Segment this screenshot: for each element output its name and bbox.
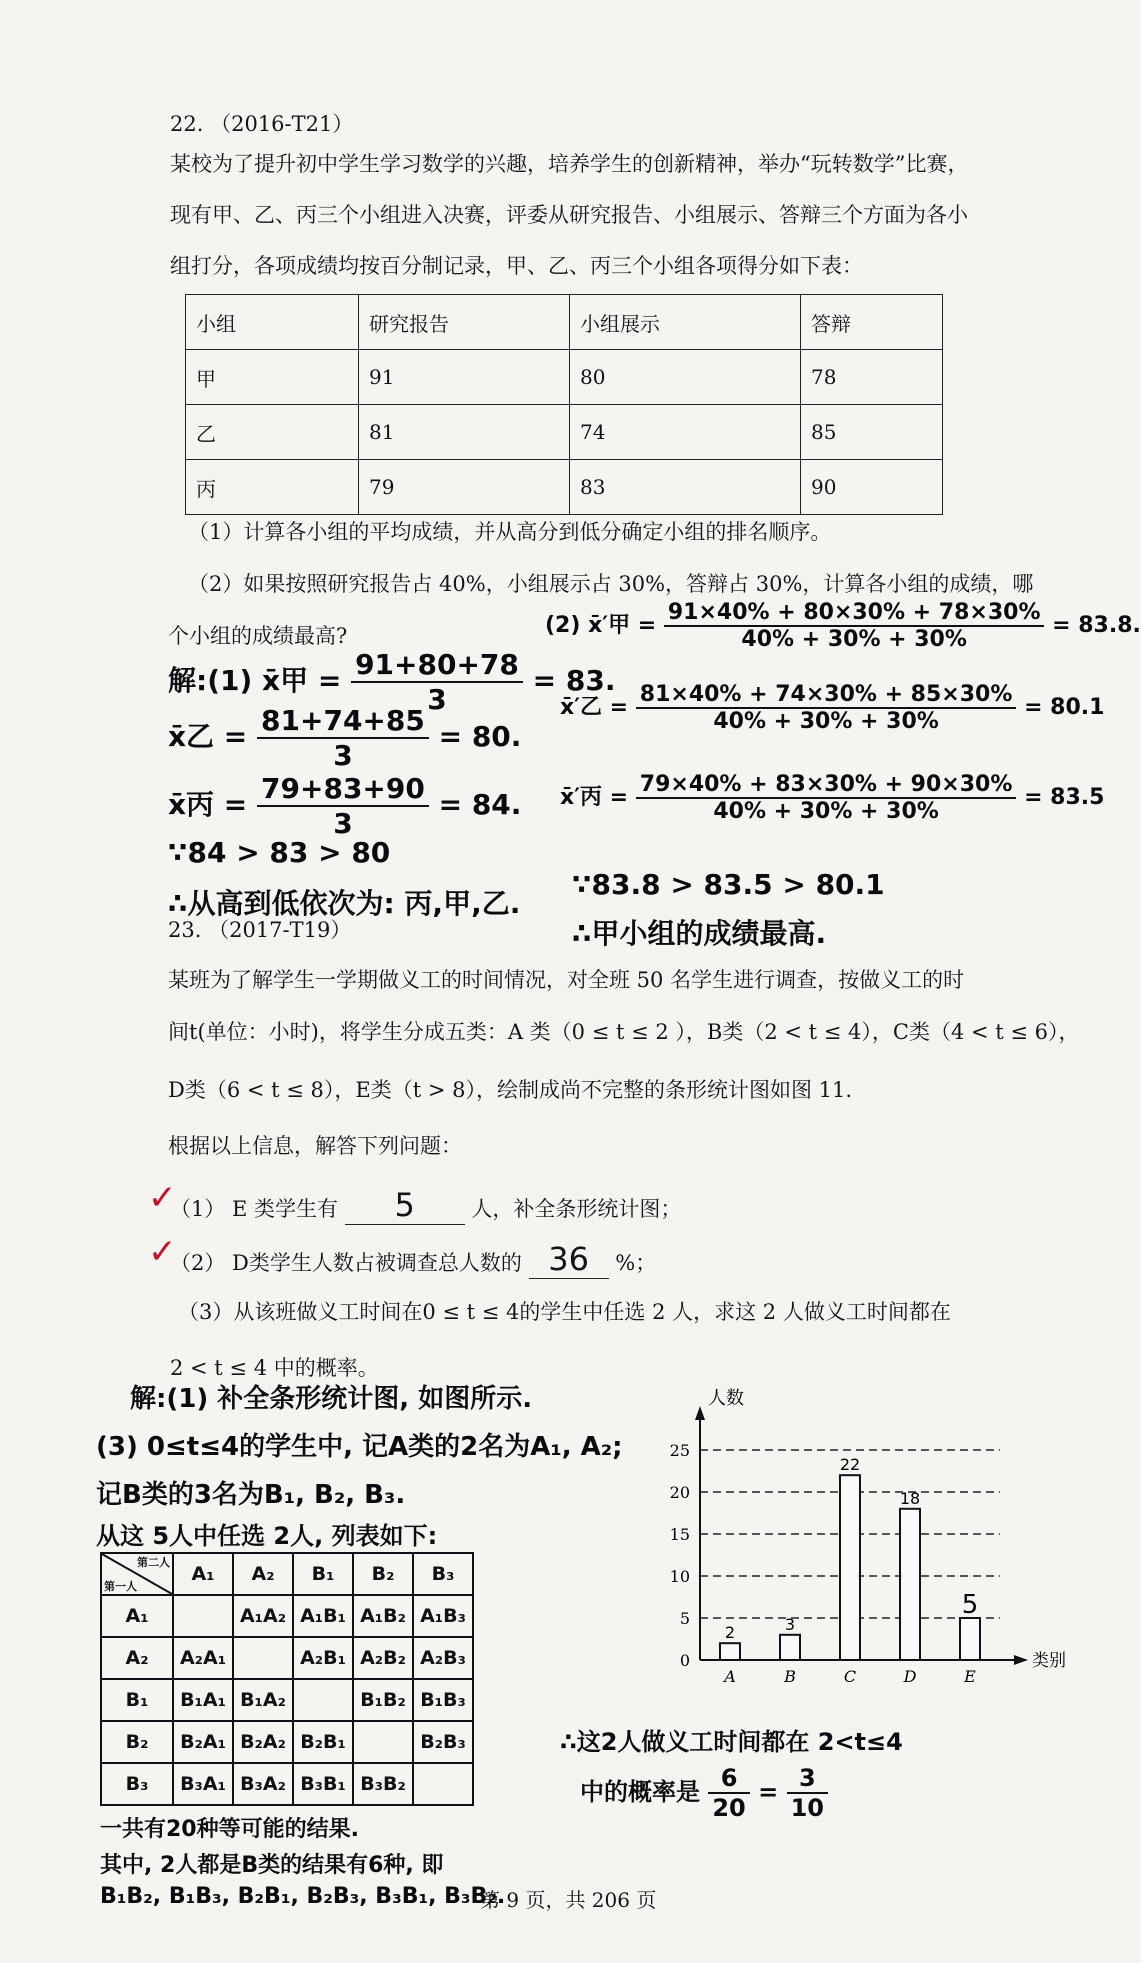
score-cell: 90 xyxy=(801,460,943,515)
hand-q23-line6: 其中, 2人都是B类的结果有6种, 即 xyxy=(100,1853,444,1878)
pair-cell: B₁B₃ xyxy=(413,1679,473,1721)
hand-result: = 83.8. xyxy=(1052,613,1141,638)
score-header-cell: 小组展示 xyxy=(570,295,801,350)
frac-den: 3 xyxy=(333,807,353,840)
x-axis-arrow xyxy=(1014,1655,1028,1665)
q23-source: （2017-T19） xyxy=(208,918,352,942)
q23-part2 xyxy=(170,1240,656,1279)
hand-q23-line3: 记B类的3名为B₁, B₂, B₃. xyxy=(96,1480,406,1510)
frac-num: 91×40% + 80×30% + 78×30% xyxy=(664,600,1045,627)
x-tick-label: E xyxy=(964,1667,976,1686)
q23-number: 23. xyxy=(168,918,202,942)
y-axis-arrow xyxy=(695,1406,705,1420)
hand-q22-yi-mean xyxy=(168,704,521,772)
q23-part1-answer: 5 xyxy=(345,1186,465,1225)
pair-row-head: A₂ xyxy=(101,1637,173,1679)
pair-cell: B₂B₁ xyxy=(293,1721,353,1763)
fraction xyxy=(708,1764,749,1822)
y-tick-label: 0 xyxy=(679,1651,690,1670)
frac-den: 3 xyxy=(427,683,447,716)
pair-cell: B₂A₁ xyxy=(173,1721,233,1763)
score-cell: 甲 xyxy=(186,350,359,405)
pair-cell: B₃A₂ xyxy=(233,1763,293,1805)
pair-corner-cell xyxy=(101,1553,173,1595)
pair-row-head: B₃ xyxy=(101,1763,173,1805)
hand-q22-weighted-compare: ∵83.8 > 83.5 > 80.1 xyxy=(572,868,885,901)
pair-cell: A₁B₁ xyxy=(293,1595,353,1637)
frac-num: 79+83+90 xyxy=(257,772,429,807)
q23-part3b: 2 < t ≤ 4 中的概率。 xyxy=(170,1356,379,1380)
pair-corner-top: 第二人 xyxy=(137,1556,170,1569)
q22-part2a: （2）如果按照研究报告占 40%，小组展示占 30%，答辩占 30%，计算各小组的成绩，哪 xyxy=(188,572,1034,596)
hand-result: = 83. xyxy=(532,664,616,697)
pair-cell: B₂A₂ xyxy=(233,1721,293,1763)
bar-data-label: 5 xyxy=(961,1590,979,1620)
hand-eq: = xyxy=(758,1778,779,1806)
bar-data-label: 2 xyxy=(724,1623,736,1643)
frac-num: 81×40% + 74×30% + 85×30% xyxy=(636,682,1017,709)
frac-num: 79×40% + 83×30% + 90×30% xyxy=(636,772,1017,799)
x-tick-label: D xyxy=(903,1667,917,1686)
pair-cell: A₂B₁ xyxy=(293,1637,353,1679)
pair-cell xyxy=(293,1679,353,1721)
pair-row-head: B₁ xyxy=(101,1679,173,1721)
pair-cell: A₂B₂ xyxy=(353,1637,413,1679)
chart-text xyxy=(670,1388,1066,1686)
pair-cell: B₂B₃ xyxy=(413,1721,473,1763)
score-table-row xyxy=(186,350,943,405)
bar-d xyxy=(900,1509,920,1660)
score-cell: 83 xyxy=(570,460,801,515)
fraction xyxy=(636,682,1017,734)
y-tick-label: 10 xyxy=(669,1567,690,1586)
q23-part1-suffix: 人，补全条形统计图； xyxy=(471,1197,682,1221)
q23-part1 xyxy=(170,1186,681,1225)
pair-row-head: B₂ xyxy=(101,1721,173,1763)
score-cell: 78 xyxy=(801,350,943,405)
score-header-cell: 答辩 xyxy=(801,295,943,350)
frac-den: 20 xyxy=(712,1794,746,1822)
hand-q22-bing-mean xyxy=(168,772,521,840)
score-cell: 80 xyxy=(570,350,801,405)
hand-xbar-jia: x̄甲 = xyxy=(262,664,342,697)
q23-part1-prefix: （1） E 类学生有 xyxy=(170,1197,339,1221)
pair-cell xyxy=(173,1595,233,1637)
score-cell: 乙 xyxy=(186,405,359,460)
score-header-cell: 小组 xyxy=(186,295,359,350)
pair-corner-bottom: 第一人 xyxy=(104,1580,137,1593)
pair-table xyxy=(100,1552,474,1806)
q23-part2-answer: 36 xyxy=(529,1240,609,1279)
frac-num: 81+74+85 xyxy=(257,704,429,739)
hand-result: = 80. xyxy=(438,720,522,753)
y-tick-label: 15 xyxy=(669,1525,690,1544)
hand-q22-weighted-bing xyxy=(560,772,1104,824)
bar-chart xyxy=(640,1388,1066,1710)
pair-row xyxy=(101,1721,473,1763)
q22-part1: （1）计算各小组的平均成绩，并从高分到低分确定小组的排名顺序。 xyxy=(188,520,832,544)
q22-part2b: 个小组的成绩最高? xyxy=(168,624,348,648)
frac-den: 40% + 30% + 30% xyxy=(741,627,967,652)
check-mark: ✓ xyxy=(148,1178,177,1218)
frac-den: 3 xyxy=(333,739,353,772)
frac-den: 40% + 30% + 30% xyxy=(713,709,939,734)
hand-q23-line9: 中的概率是 xyxy=(580,1778,700,1806)
score-header-cell: 研究报告 xyxy=(359,295,570,350)
hand-q22-weighted-jia xyxy=(545,600,1141,652)
frac-num: 6 xyxy=(708,1764,749,1794)
frac-den: 10 xyxy=(790,1794,824,1822)
frac-num: 91+80+78 xyxy=(351,648,523,683)
hand-result: = 84. xyxy=(438,788,522,821)
q23-intro-2: 间t(单位：小时)，将学生分成五类：A 类（0 ≤ t ≤ 2 ），B类（2 < t ≤ 4），C类（4 < t ≤ 6）， xyxy=(168,1020,1080,1044)
score-cell: 81 xyxy=(359,405,570,460)
hand-result: = 83.5 xyxy=(1024,785,1105,810)
hand-q22-conclusion: ∴从高到低依次为: 丙,甲,乙. xyxy=(168,887,521,920)
hand-xbar-bing: x̄丙 = xyxy=(168,788,248,821)
bar-data-label: 3 xyxy=(784,1614,796,1634)
hand-xbar-bing2: x̄′丙 = xyxy=(560,785,629,810)
score-table-row xyxy=(186,460,943,515)
hand-jie: 解:(1) xyxy=(168,664,253,697)
q22-intro-3: 组打分，各项成绩均按百分制记录，甲、乙、丙三个小组各项得分如下表： xyxy=(170,254,863,278)
bar-a xyxy=(720,1643,740,1660)
pair-cell xyxy=(233,1637,293,1679)
score-cell: 85 xyxy=(801,405,943,460)
y-tick-label: 5 xyxy=(679,1609,690,1628)
score-table-header xyxy=(186,295,943,350)
q22-intro-2: 现有甲、乙、丙三个小组进入决赛，评委从研究报告、小组展示、答辩三个方面为各小 xyxy=(170,203,968,227)
fraction xyxy=(636,772,1017,824)
pair-col-head: A₁ xyxy=(173,1553,233,1595)
hand-part2-label: (2) xyxy=(545,613,581,638)
q23-part2-prefix: （2） D类学生人数占被调查总人数的 xyxy=(170,1251,522,1275)
pair-col-head: A₂ xyxy=(233,1553,293,1595)
q22-source: （2016-T21） xyxy=(210,112,354,136)
q23-intro-1: 某班为了解学生一学期做义工的时间情况，对全班 50 名学生进行调查，按做义工的时 xyxy=(168,968,965,992)
fraction xyxy=(664,600,1045,652)
q23-intro-4: 根据以上信息，解答下列问题： xyxy=(168,1134,462,1158)
y-axis-title: 人数 xyxy=(708,1388,744,1409)
hand-q23-line7: B₁B₂, B₁B₃, B₂B₁, B₂B₃, B₃B₁, B₃B₂. xyxy=(100,1884,506,1909)
bar-c xyxy=(840,1475,860,1660)
hand-q22-compare: ∵84 > 83 > 80 xyxy=(168,836,391,869)
q23-part3a: （3）从该班做义工时间在0 ≤ t ≤ 4的学生中任选 2 人，求这 2 人做义工时间都在 xyxy=(178,1300,951,1324)
pair-row xyxy=(101,1679,473,1721)
x-tick-label: A xyxy=(724,1667,736,1686)
pair-col-head: B₂ xyxy=(353,1553,413,1595)
fraction xyxy=(787,1764,828,1822)
pair-cell xyxy=(413,1763,473,1805)
fraction xyxy=(257,704,429,772)
y-tick-label: 25 xyxy=(669,1441,690,1460)
pair-row xyxy=(101,1637,473,1679)
pair-table-header xyxy=(101,1553,473,1595)
pair-cell: A₁B₃ xyxy=(413,1595,473,1637)
hand-xbar-jia2: x̄′甲 = xyxy=(588,613,657,638)
q22-number: 22. xyxy=(170,112,204,136)
score-cell: 丙 xyxy=(186,460,359,515)
pair-cell: A₁A₂ xyxy=(233,1595,293,1637)
pair-cell: A₂A₁ xyxy=(173,1637,233,1679)
pair-cell: A₂B₃ xyxy=(413,1637,473,1679)
hand-q23-line5: 一共有20种等可能的结果. xyxy=(100,1817,359,1842)
hand-q23-line4: 从这 5人中任选 2人, 列表如下: xyxy=(96,1522,438,1550)
score-table xyxy=(185,294,943,515)
hand-xbar-yi: x̄乙 = xyxy=(168,720,248,753)
pair-cell: B₁A₂ xyxy=(233,1679,293,1721)
page-footer: 第 9 页，共 206 页 xyxy=(480,1888,657,1912)
q23-part2-suffix: %； xyxy=(615,1251,657,1275)
bar-data-label: 22 xyxy=(839,1455,861,1475)
frac-den: 40% + 30% + 30% xyxy=(713,799,939,824)
pair-cell: B₁B₂ xyxy=(353,1679,413,1721)
pair-cell: B₁A₁ xyxy=(173,1679,233,1721)
q22-intro-1: 某校为了提升初中学生学习数学的兴趣，培养学生的创新精神，举办“玩转数学”比赛， xyxy=(170,152,969,176)
q22-header xyxy=(170,112,353,137)
hand-q22-weighted-conclusion: ∴甲小组的成绩最高. xyxy=(572,917,827,950)
score-cell: 74 xyxy=(570,405,801,460)
hand-q23-line1: 解:(1) 补全条形统计图, 如图所示. xyxy=(130,1384,533,1414)
pair-cell: B₃B₂ xyxy=(353,1763,413,1805)
q23-intro-3: D类（6 < t ≤ 8），E类（t > 8），绘制成尚不完整的条形统计图如图 11. xyxy=(168,1078,853,1102)
x-tick-label: C xyxy=(843,1667,857,1686)
hand-q23-probability xyxy=(580,1764,828,1822)
check-mark: ✓ xyxy=(148,1232,177,1272)
pair-row xyxy=(101,1763,473,1805)
q23-header xyxy=(168,918,351,943)
pair-cell xyxy=(353,1721,413,1763)
pair-col-head: B₃ xyxy=(413,1553,473,1595)
hand-q23-line8: ∴这2人做义工时间都在 2<t≤4 xyxy=(560,1728,903,1756)
x-tick-label: B xyxy=(784,1667,796,1686)
pair-cell: B₃B₁ xyxy=(293,1763,353,1805)
score-cell: 79 xyxy=(359,460,570,515)
hand-q23-line2: (3) 0≤t≤4的学生中, 记A类的2名为A₁, A₂; xyxy=(96,1432,623,1462)
chart-bars xyxy=(720,1475,980,1660)
hand-q22-weighted-yi xyxy=(560,682,1104,734)
x-axis-title: 类别 xyxy=(1032,1651,1066,1671)
pair-cell: A₁B₂ xyxy=(353,1595,413,1637)
pair-row-head: A₁ xyxy=(101,1595,173,1637)
y-tick-label: 20 xyxy=(669,1483,690,1502)
score-table-row xyxy=(186,405,943,460)
pair-row xyxy=(101,1595,473,1637)
fraction xyxy=(257,772,429,840)
frac-num: 3 xyxy=(787,1764,828,1794)
bar-e xyxy=(960,1618,980,1660)
hand-xbar-yi2: x̄′乙 = xyxy=(560,695,629,720)
pair-cell: B₃A₁ xyxy=(173,1763,233,1805)
bar-data-label: 18 xyxy=(899,1488,921,1508)
score-cell: 91 xyxy=(359,350,570,405)
pair-col-head: B₁ xyxy=(293,1553,353,1595)
hand-result: = 80.1 xyxy=(1024,695,1105,720)
bar-b xyxy=(780,1635,800,1660)
